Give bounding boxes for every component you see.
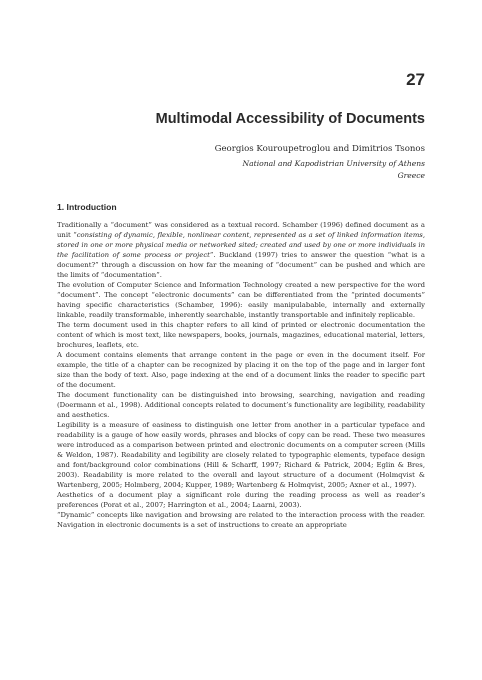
author-country: Greece: [397, 171, 425, 180]
paragraph-2: The evolution of Computer Science and Information Technology created a new perspective for the word “document”. The concept “electronic documents” can be differentiated from the “printed documents” having specific characteristics (Schamber, 1996): easily manipulabable, internally and externally linkable, readily transformable, inherently searchable, instantly transportable and infinitely replicable.: [57, 281, 425, 320]
author-affiliation: National and Kapodistrian University of Athens: [242, 159, 425, 168]
chapter-number: 27: [406, 70, 425, 89]
paragraph-1-lead: Traditionally a “document” was considered as a textual record. Schamber (1996) defined document as a unit “: [57, 221, 425, 240]
paragraph-5: The document functionality can be distinguished into browsing, searching, navigation and reading (Doermann et al., 1998). Additional concepts related to document’s functionality are legibility, readability and aesthetics.: [57, 391, 425, 420]
paragraph-1-tail: ”. Buckland (1997) tries to answer the question “what is a document?” through a discussion on how far the meaning of “document” can be pushed and which are the limits of “documentation”.: [57, 251, 425, 280]
chapter-title: Multimodal Accessibility of Documents: [155, 111, 425, 127]
chapter-authors: Georgios Kouroupetroglou and Dimitrios Tsonos: [214, 144, 425, 154]
section-heading: 1. Introduction: [57, 202, 117, 212]
body-text: [57, 220, 425, 530]
paragraph-3: The term document used in this chapter refers to all kind of printed or electronic documentation the content of which is most text, like newspapers, books, journals, magazines, educational material, letters, brochures, leaflets, etc.: [57, 321, 425, 350]
paragraph-6: Legibility is a measure of easiness to distinguish one letter from another in a particular typeface and readability is a gauge of how easily words, phrases and blocks of copy can be read. These two measures were introduced as a comparison between printed and electronic documents on a computer screen (Mills & Weldon, 1987). Readability and legibility are closely related to typographic elements, typeface design and font/background color combinations (Hill & Scharff, 1997; Richard & Patrick, 2004; Eglin & Bres, 2003). Readability is more related to the overall and layout structure of a document (Holmqvist & Wartenberg, 2005; Holmberg, 2004; Kupper, 1989; Wartenberg & Holmqvist, 2005; Axner et al., 1997).: [57, 421, 425, 490]
paragraph-8: “Dynamic” concepts like navigation and browsing are related to the interaction process with the reader. Navigation in electronic documents is a set of instructions to create an appropriate: [57, 511, 425, 530]
paragraph-4: A document contains elements that arrange content in the page or even in the document itself. For example, the title of a chapter can be recognized by placing it on the top of the page and in larger font size than the body of text. Also, page indexing at the end of a document links the reader to specific part of the document.: [57, 351, 425, 390]
paragraph-1: [57, 220, 425, 280]
schamber-definition-quote: consisting of dynamic, flexible, nonlinear content, represented as a set of linked information items, stored in one or more physical media or networked sited; created and used by one or more individuals in the facilitation of some process or project: [57, 231, 425, 260]
paragraph-7: Aesthetics of a document play a significant role during the reading process as well as reader’s preferences (Porat et al., 2007; Harrington et al., 2004; Laarni, 2003).: [57, 491, 425, 510]
